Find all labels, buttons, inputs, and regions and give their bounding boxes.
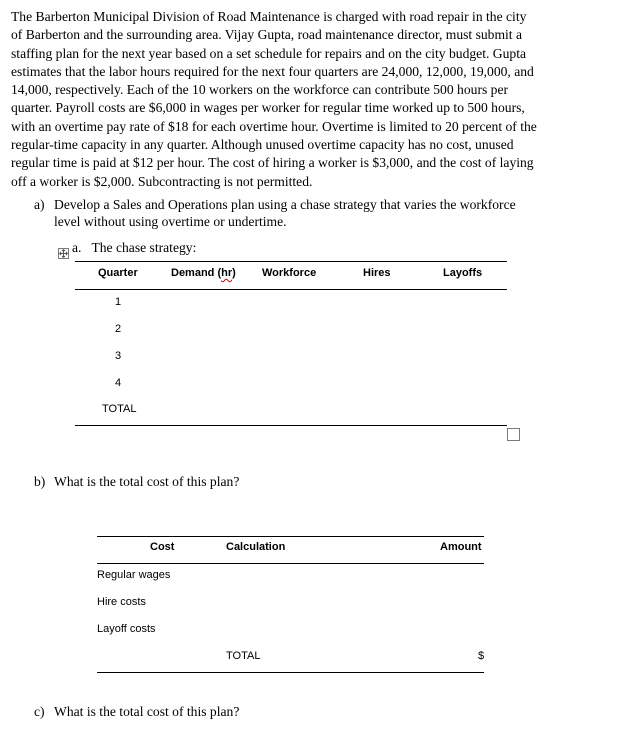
cost-table-header-rule xyxy=(97,563,484,564)
question-a-line2: level without using overtime or undertime. xyxy=(54,214,287,229)
question-a-line1: Develop a Sales and Operations plan using a chase strategy that varies the workforce xyxy=(54,197,516,212)
cost-total-label: TOTAL xyxy=(226,650,261,662)
header-demand: Demand (hr) xyxy=(171,267,236,279)
cost-total-amount: $ xyxy=(478,650,485,662)
table-bottom-rule xyxy=(75,425,507,426)
problem-line: with an overtime pay rate of $18 for each overtime hour. Overtime is limited to 20 percent of the xyxy=(11,118,537,134)
table-row: Regular wages xyxy=(97,569,171,581)
problem-line: of Barberton and the surrounding area. Vijay Gupta, road maintenance director, must submit a xyxy=(11,27,523,43)
header-calculation: Calculation xyxy=(226,541,286,553)
problem-line: regular time is paid at $12 per hour. The cost of hiring a worker is $3,000, and the cost of laying xyxy=(11,155,534,171)
table-top-rule xyxy=(75,261,507,262)
table-resize-handle[interactable] xyxy=(507,428,520,441)
question-b-label: b) xyxy=(34,474,46,489)
chase-table-caption xyxy=(72,240,196,256)
problem-line: estimates that the labor hours required for the next four quarters are 24,000, 12,000, 19,000, and xyxy=(11,63,534,79)
problem-line: off a worker is $2,000. Subcontracting is not permitted. xyxy=(11,173,313,189)
problem-line: regular-time capacity in any quarter. Although unused overtime capacity has no cost, unused xyxy=(11,137,514,153)
question-a xyxy=(34,196,594,232)
table-row: 1 xyxy=(115,296,122,308)
question-a-label: a) xyxy=(34,197,45,212)
chase-caption-text: The chase strategy: xyxy=(91,240,197,255)
table-row: 3 xyxy=(115,350,122,362)
header-workforce: Workforce xyxy=(262,267,317,279)
header-hires: Hires xyxy=(363,267,391,279)
problem-line: quarter. Payroll costs are $6,000 in wages per worker for regular time worked up to 500 hours, xyxy=(11,100,525,116)
question-c-text: What is the total cost of this plan? xyxy=(54,704,240,719)
problem-line: staffing plan for the next year based on a set schedule for repairs and on the city budget. Gupta xyxy=(11,45,527,61)
header-demand-word: Demand xyxy=(171,267,215,279)
cost-table-top-rule xyxy=(97,536,484,537)
header-demand-unit: hr xyxy=(221,267,233,279)
header-quarter: Quarter xyxy=(98,267,138,279)
problem-line: 14,000, respectively. Each of the 10 workers on the workforce can contribute 500 hours per xyxy=(11,82,509,98)
question-c xyxy=(34,703,594,721)
table-row: 2 xyxy=(115,323,122,335)
problem-line: The Barberton Municipal Division of Road Maintenance is charged with road repair in the city xyxy=(11,9,527,24)
problem-statement xyxy=(11,8,623,191)
header-layoffs: Layoffs xyxy=(443,267,483,279)
question-b xyxy=(34,473,594,491)
table-total-label: TOTAL xyxy=(102,403,137,415)
table-header-rule xyxy=(75,289,507,290)
table-row: Hire costs xyxy=(97,596,146,608)
table-row: 4 xyxy=(115,377,122,389)
table-move-handle[interactable] xyxy=(58,248,69,259)
chase-caption-label: a. xyxy=(72,240,82,255)
table-row: Layoff costs xyxy=(97,623,156,635)
move-arrows-icon xyxy=(59,249,68,258)
header-cost: Cost xyxy=(150,541,175,553)
question-c-label: c) xyxy=(34,704,45,719)
question-b-text: What is the total cost of this plan? xyxy=(54,474,240,489)
header-amount: Amount xyxy=(440,541,482,553)
cost-table-bottom-rule xyxy=(97,672,484,673)
